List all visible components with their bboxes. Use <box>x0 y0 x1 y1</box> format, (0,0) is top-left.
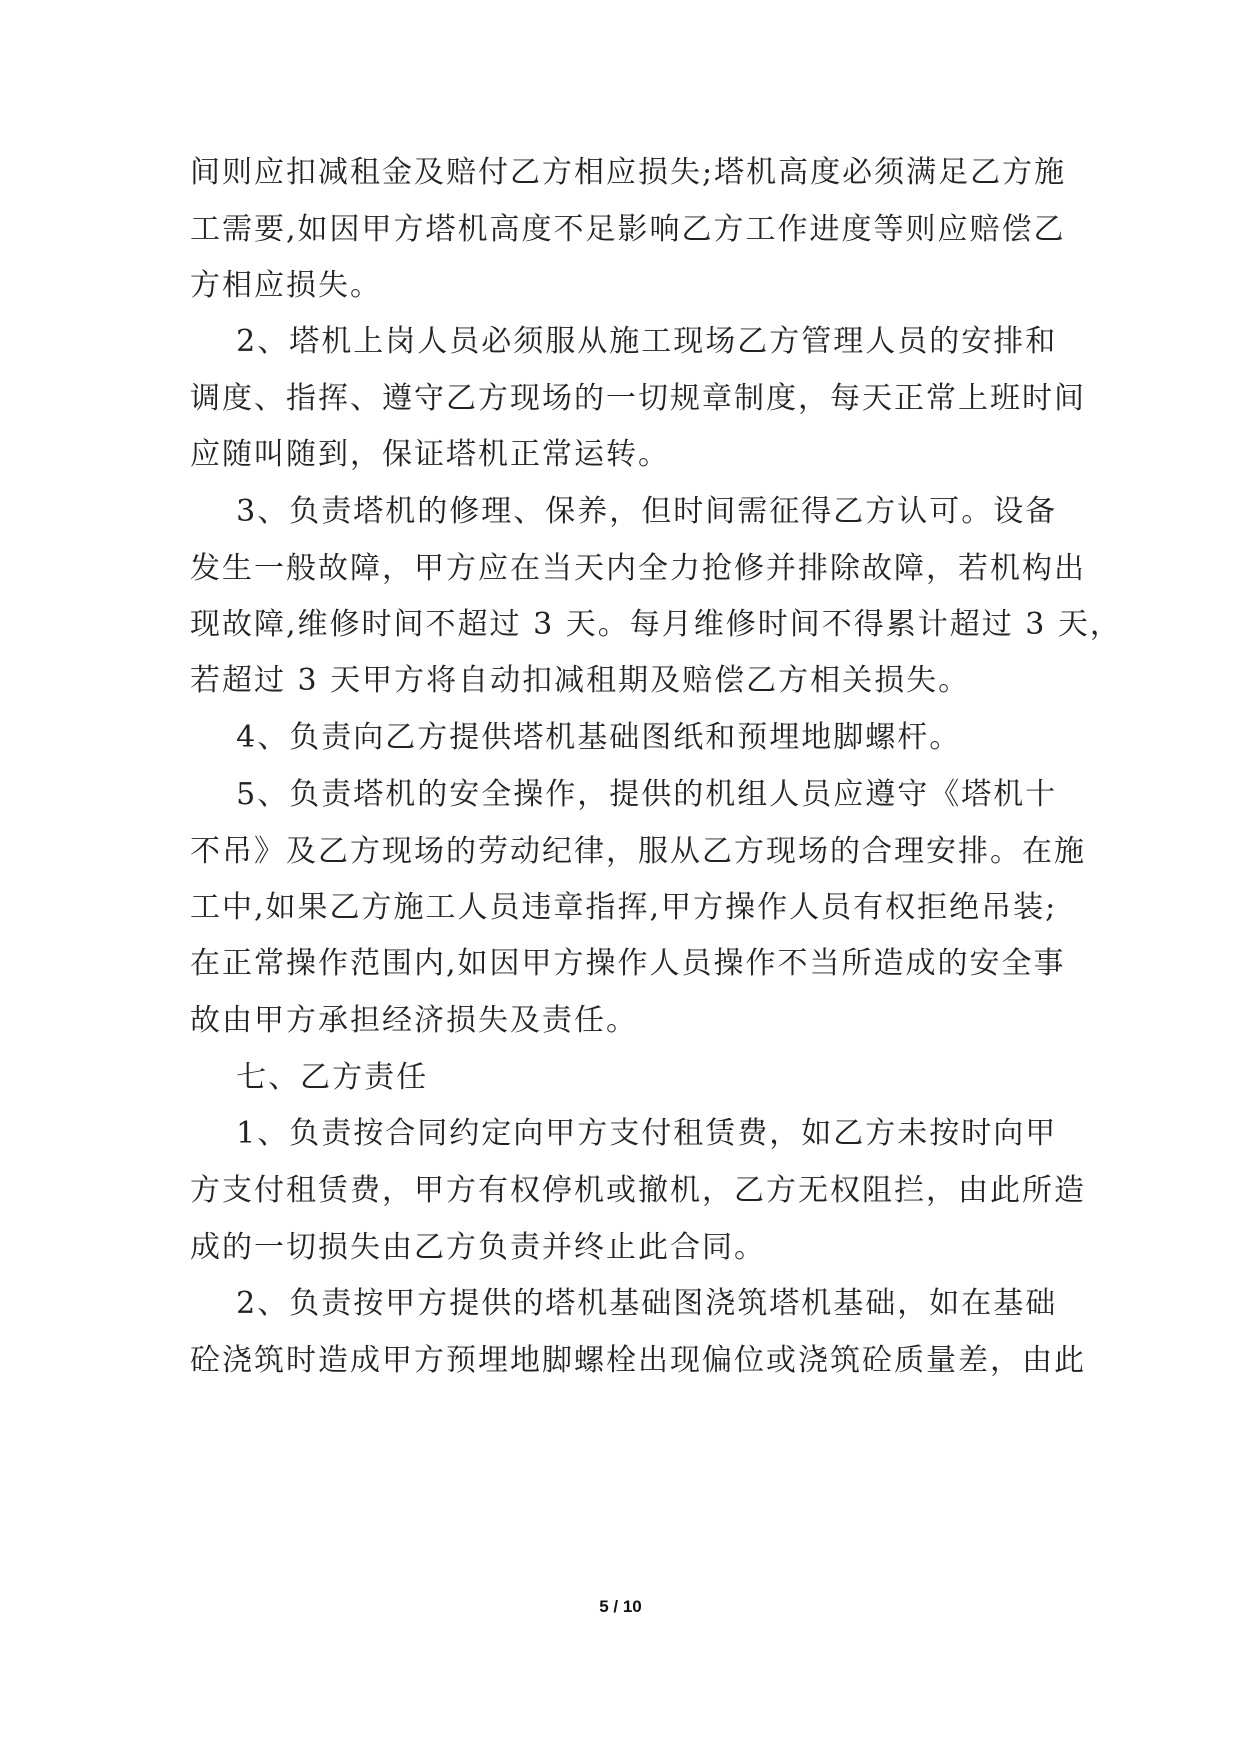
text-line: 应随叫随到，保证塔机正常运转。 <box>190 437 670 472</box>
text-line: 3、负责塔机的修理、保养，但时间需征得乙方认可。设备 <box>190 494 1058 529</box>
text-line: 2、负责按甲方提供的塔机基础图浇筑塔机基础，如在基础 <box>190 1286 1058 1321</box>
text-line: 成的一切损失由乙方负责并终止此合同。 <box>190 1230 766 1265</box>
text-line: 砼浇筑时造成甲方预埋地脚螺栓出现偏位或浇筑砼质量差，由此 <box>190 1343 1086 1378</box>
text-line: 在正常操作范围内,如因甲方操作人员操作不当所造成的安全事 <box>190 946 1066 981</box>
text-line: 5、负责塔机的安全操作，提供的机组人员应遵守《塔机十 <box>190 777 1058 812</box>
text-line: 现故障,维修时间不超过 3 天。每月维修时间不得累计超过 3 天， <box>190 607 1122 642</box>
text-line: 工中,如果乙方施工人员违章指挥,甲方操作人员有权拒绝吊装; <box>190 890 1058 925</box>
text-line: 若超过 3 天甲方将自动扣减租期及赔偿乙方相关损失。 <box>190 663 971 698</box>
text-line: 方支付租赁费，甲方有权停机或撤机，乙方无权阻拦，由此所造 <box>190 1173 1086 1208</box>
text-line: 工需要,如因甲方塔机高度不足影响乙方工作进度等则应赔偿乙 <box>190 212 1066 247</box>
page-number: 5 / 10 <box>599 1597 642 1616</box>
text-line: 不吊》及乙方现场的劳动纪律，服从乙方现场的合理安排。在施 <box>190 834 1086 869</box>
text-line: 故由甲方承担经济损失及责任。 <box>190 1003 638 1038</box>
text-line: 方相应损失。 <box>190 268 382 303</box>
text-line: 发生一般故障，甲方应在当天内全力抢修并排除故障，若机构出 <box>190 551 1086 586</box>
text-line: 调度、指挥、遵守乙方现场的一切规章制度，每天正常上班时间 <box>190 381 1086 416</box>
text-line: 1、负责按合同约定向甲方支付租赁费，如乙方未按时向甲 <box>190 1116 1058 1151</box>
text-line: 间则应扣减租金及赔付乙方相应损失;塔机高度必须满足乙方施 <box>190 155 1067 190</box>
text-line: 2、塔机上岗人员必须服从施工现场乙方管理人员的安排和 <box>190 324 1058 359</box>
section-heading: 七、乙方责任 <box>190 1060 429 1095</box>
text-line: 4、负责向乙方提供塔机基础图纸和预埋地脚螺杆。 <box>190 720 962 755</box>
